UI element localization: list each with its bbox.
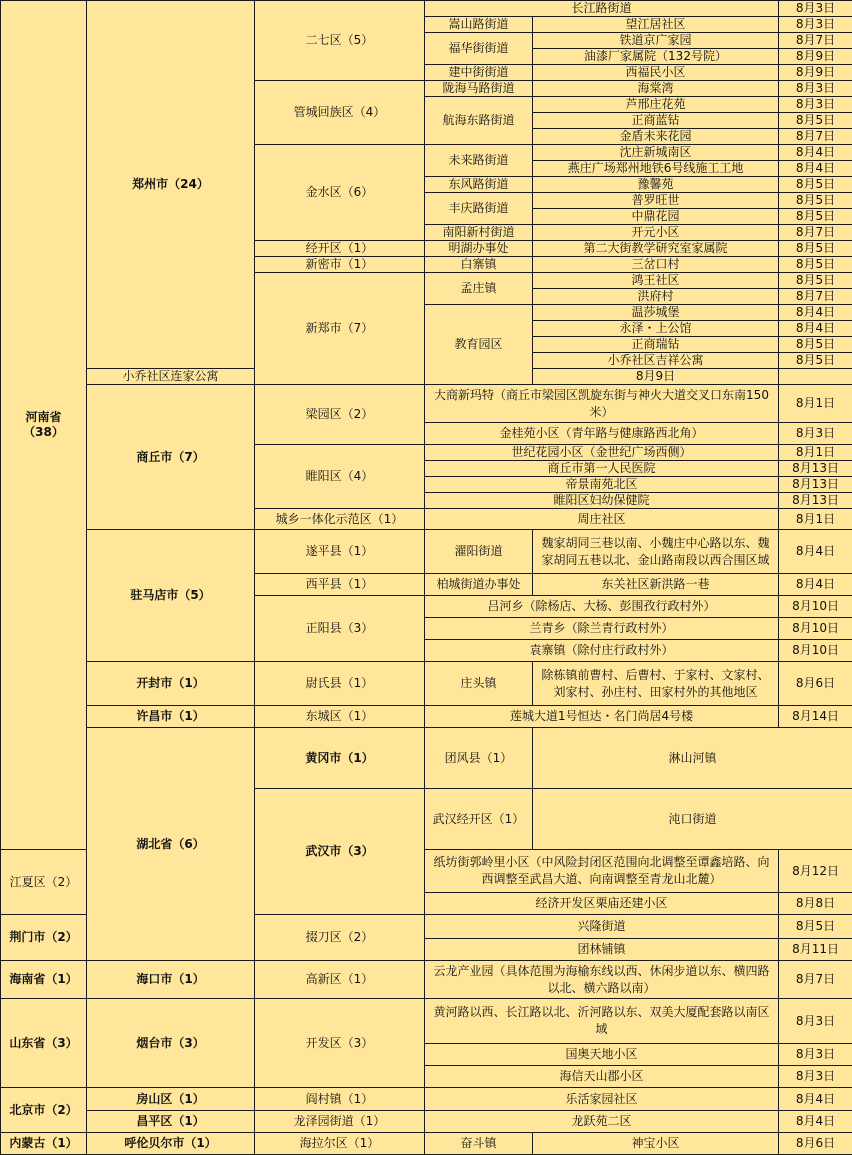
date-cell: 8月1日 xyxy=(779,509,852,530)
district-cell: 金水区（6） xyxy=(255,145,425,241)
date-cell: 8月7日 xyxy=(779,289,852,305)
district-cell: 新郑市（7） xyxy=(255,273,425,385)
town-cell: 孟庄镇 xyxy=(425,273,533,305)
date-cell: 8月10日 xyxy=(779,640,852,662)
area-cell: 沈庄新城南区 xyxy=(533,145,779,161)
date-cell: 8月4日 xyxy=(779,574,852,596)
date-cell: 8月3日 xyxy=(779,17,852,33)
prov-cell: 湖北省（6） xyxy=(87,728,255,961)
town-cell: 未来路街道 xyxy=(425,145,533,177)
town-cell: 白寨镇 xyxy=(425,257,533,273)
district-cell: 遂平县（1） xyxy=(255,530,425,574)
date-cell: 8月9日 xyxy=(533,369,779,385)
district-cell: 新密市（1） xyxy=(255,257,425,273)
area-cell: 大商新玛特（商丘市梁园区凯旋东街与神火大道交叉口东南150米） xyxy=(425,385,779,423)
area-cell: 油漆厂家属院（132号院） xyxy=(533,49,779,65)
area-cell: 团林铺镇 xyxy=(425,939,779,961)
date-cell: 8月3日 xyxy=(779,81,852,97)
date-cell: 8月10日 xyxy=(779,596,852,618)
area-cell: 铁道京广家园 xyxy=(533,33,779,49)
town-cell: 明湖办事处 xyxy=(425,241,533,257)
area-cell: 鸿王社区 xyxy=(533,273,779,289)
area-cell: 经济开发区栗庙还建小区 xyxy=(425,893,779,915)
city-cell: 昌平区（1） xyxy=(87,1111,255,1133)
town-cell: 建中街街道 xyxy=(425,65,533,81)
district-cell: 江夏区（2） xyxy=(1,850,87,915)
date-cell: 8月7日 xyxy=(779,129,852,145)
town-cell: 柏城街道办事处 xyxy=(425,574,533,596)
date-cell: 8月7日 xyxy=(779,33,852,49)
date-cell: 8月12日 xyxy=(779,850,852,893)
date-cell: 8月14日 xyxy=(779,706,852,728)
area-cell: 中鼎花园 xyxy=(533,209,779,225)
district-cell: 尉氏县（1） xyxy=(255,662,425,706)
district-cell: 阎村镇（1） xyxy=(255,1088,425,1111)
area-cell: 海信天山郡小区 xyxy=(425,1066,779,1088)
date-cell: 8月3日 xyxy=(779,1066,852,1088)
area-cell: 金桂苑小区（青年路与健康路西北角） xyxy=(425,423,779,445)
date-cell: 8月3日 xyxy=(779,423,852,445)
prov-cell: 海南省（1） xyxy=(1,961,87,999)
district-cell: 睢阳区（4） xyxy=(255,445,425,509)
date-cell: 8月11日 xyxy=(779,939,852,961)
area-cell: 燕庄广场郑州地铁6号线施工工地 xyxy=(533,161,779,177)
table-row xyxy=(1,961,852,999)
date-cell: 8月4日 xyxy=(779,1088,852,1111)
city-cell: 商丘市（7） xyxy=(87,385,255,530)
city-cell: 海口市（1） xyxy=(87,961,255,999)
date-cell: 8月5日 xyxy=(779,241,852,257)
date-cell: 8月9日 xyxy=(779,65,852,81)
area-cell: 商丘市第一人民医院 xyxy=(425,461,779,477)
city-cell: 呼伦贝尔市（1） xyxy=(87,1133,255,1155)
district-cell: 西平县（1） xyxy=(255,574,425,596)
city-cell: 开封市（1） xyxy=(87,662,255,706)
area-cell: 温莎城堡 xyxy=(533,305,779,321)
table-row xyxy=(1,385,852,423)
area-cell: 第二大街教学研究室家属院 xyxy=(533,241,779,257)
area-cell: 望江居社区 xyxy=(533,17,779,33)
district-cell: 管城回族区（4） xyxy=(255,81,425,145)
date-cell: 8月7日 xyxy=(779,961,852,999)
district-cell: 武汉经开区（1） xyxy=(425,789,533,850)
date-cell: 8月5日 xyxy=(779,209,852,225)
date-cell: 8月5日 xyxy=(779,353,852,369)
area-cell: 龙跃苑二区 xyxy=(425,1111,779,1133)
prov-cell: 山东省（3） xyxy=(1,999,87,1088)
area-cell: 正商蓝钻 xyxy=(533,113,779,129)
area-cell: 豫馨苑 xyxy=(533,177,779,193)
area-cell: 魏家胡同三巷以南、小魏庄中心路以东、魏家胡同五巷以北、金山路南段以西合围区域 xyxy=(533,530,779,574)
area-cell: 兴隆街道 xyxy=(425,915,779,939)
table-row xyxy=(1,706,852,728)
area-cell: 兰青乡（除兰青行政村外） xyxy=(425,618,779,640)
date-cell: 8月8日 xyxy=(779,893,852,915)
area-cell: 睢阳区妇幼保健院 xyxy=(425,493,779,509)
date-cell: 8月6日 xyxy=(779,1133,852,1155)
area-cell: 淋山河镇 xyxy=(533,728,852,789)
date-cell: 8月13日 xyxy=(779,493,852,509)
area-cell: 袁寨镇（除付庄行政村外） xyxy=(425,640,779,662)
area-cell: 东关社区新洪路一巷 xyxy=(533,574,779,596)
city-cell: 黄冈市（1） xyxy=(255,728,425,789)
area-cell: 洪府村 xyxy=(533,289,779,305)
city-cell: 荆门市（2） xyxy=(1,915,87,961)
area-cell: 正商瑞钻 xyxy=(533,337,779,353)
date-cell: 8月4日 xyxy=(779,321,852,337)
table-row xyxy=(1,1,852,17)
date-cell: 8月4日 xyxy=(779,161,852,177)
area-cell: 开元小区 xyxy=(533,225,779,241)
table-row xyxy=(1,530,852,574)
date-cell: 8月5日 xyxy=(779,337,852,353)
area-cell: 乐活家园社区 xyxy=(425,1088,779,1111)
town-cell: 奋斗镇 xyxy=(425,1133,533,1155)
area-cell: 海棠湾 xyxy=(533,81,779,97)
district-cell: 城乡一体化示范区（1） xyxy=(255,509,425,530)
date-cell: 8月5日 xyxy=(779,273,852,289)
area-cell: 长江路街道 xyxy=(425,1,779,17)
area-cell: 周庄社区 xyxy=(425,509,779,530)
district-cell: 正阳县（3） xyxy=(255,596,425,662)
area-cell: 普罗旺世 xyxy=(533,193,779,209)
district-cell: 二七区（5） xyxy=(255,1,425,81)
date-cell: 8月5日 xyxy=(779,177,852,193)
table-row xyxy=(1,1133,852,1155)
date-cell: 8月7日 xyxy=(779,225,852,241)
area-cell: 除栋镇前曹村、后曹村、于家村、文家村、刘家村、孙庄村、田家村外的其他地区 xyxy=(533,662,779,706)
date-cell: 8月4日 xyxy=(779,145,852,161)
date-cell: 8月4日 xyxy=(779,530,852,574)
area-cell: 神宝小区 xyxy=(533,1133,779,1155)
town-cell: 南阳新村街道 xyxy=(425,225,533,241)
date-cell: 8月5日 xyxy=(779,193,852,209)
table-row xyxy=(1,662,852,706)
city-cell: 武汉市（3） xyxy=(255,789,425,915)
area-cell: 黄河路以西、长江路以北、沂河路以东、双美大厦配套路以南区域 xyxy=(425,999,779,1044)
date-cell: 8月4日 xyxy=(779,305,852,321)
area-cell: 小乔社区吉祥公寓 xyxy=(533,353,779,369)
date-cell: 8月5日 xyxy=(779,915,852,939)
date-cell: 8月1日 xyxy=(779,385,852,423)
area-cell: 帝景南苑北区 xyxy=(425,477,779,493)
city-cell: 烟台市（3） xyxy=(87,999,255,1088)
town-cell: 庄头镇 xyxy=(425,662,533,706)
area-cell: 三岔口村 xyxy=(533,257,779,273)
area-cell: 沌口街道 xyxy=(533,789,852,850)
city-cell: 许昌市（1） xyxy=(87,706,255,728)
prov-cell: 内蒙古（1） xyxy=(1,1133,87,1155)
table-row xyxy=(1,999,852,1044)
town-cell: 教育园区 xyxy=(425,305,533,385)
area-cell: 西福民小区 xyxy=(533,65,779,81)
date-cell: 8月4日 xyxy=(779,1111,852,1133)
district-cell: 东城区（1） xyxy=(255,706,425,728)
date-cell: 8月5日 xyxy=(779,113,852,129)
district-cell: 高新区（1） xyxy=(255,961,425,999)
area-cell: 小乔社区连家公寓 xyxy=(87,369,255,385)
area-cell: 纸坊街郭岭里小区（中风险封闭区范围向北调整至谭鑫培路、向西调整至武昌大道、向南调整至青龙山北麓） xyxy=(425,850,779,893)
prov-cell: 北京市（2） xyxy=(1,1088,87,1133)
date-cell: 8月5日 xyxy=(779,257,852,273)
area-cell: 芦邢庄花苑 xyxy=(533,97,779,113)
city-cell: 房山区（1） xyxy=(87,1088,255,1111)
town-cell: 航海东路街道 xyxy=(425,97,533,145)
date-cell: 8月9日 xyxy=(779,49,852,65)
date-cell: 8月3日 xyxy=(779,97,852,113)
date-cell: 8月3日 xyxy=(779,1,852,17)
district-cell: 团风县（1） xyxy=(425,728,533,789)
town-cell: 东风路街道 xyxy=(425,177,533,193)
town-cell: 陇海马路街道 xyxy=(425,81,533,97)
area-cell: 国奥天地小区 xyxy=(425,1044,779,1066)
date-cell: 8月3日 xyxy=(779,1044,852,1066)
city-cell: 郑州市（24） xyxy=(87,1,255,369)
area-cell: 永泽・上公馆 xyxy=(533,321,779,337)
town-cell: 丰庆路街道 xyxy=(425,193,533,225)
date-cell: 8月13日 xyxy=(779,461,852,477)
prov-cell: 河南省 （38） xyxy=(1,1,87,850)
table-row xyxy=(1,1111,852,1133)
area-cell: 金盾未来花园 xyxy=(533,129,779,145)
district-cell: 梁园区（2） xyxy=(255,385,425,445)
area-cell: 吕河乡（除杨店、大杨、彭围孜行政村外） xyxy=(425,596,779,618)
area-cell: 云龙产业园（具体范围为海榆东线以西、休闲步道以东、横四路以北、横六路以南） xyxy=(425,961,779,999)
date-cell: 8月13日 xyxy=(779,477,852,493)
district-cell: 海拉尔区（1） xyxy=(255,1133,425,1155)
date-cell: 8月3日 xyxy=(779,999,852,1044)
table-row xyxy=(1,1088,852,1111)
district-cell: 开发区（3） xyxy=(255,999,425,1088)
date-cell: 8月6日 xyxy=(779,662,852,706)
area-cell: 世纪花园小区（金世纪广场西侧） xyxy=(425,445,779,461)
town-cell: 嵩山路街道 xyxy=(425,17,533,33)
area-cell: 莲城大道1号恒达・名门尚居4号楼 xyxy=(425,706,779,728)
city-cell: 驻马店市（5） xyxy=(87,530,255,662)
date-cell: 8月10日 xyxy=(779,618,852,640)
town-cell: 濯阳街道 xyxy=(425,530,533,574)
district-cell: 经开区（1） xyxy=(255,241,425,257)
town-cell: 福华街街道 xyxy=(425,33,533,65)
date-cell: 8月1日 xyxy=(779,445,852,461)
table-row xyxy=(1,728,852,789)
district-cell: 掇刀区（2） xyxy=(255,915,425,961)
district-cell: 龙泽园街道（1） xyxy=(255,1111,425,1133)
